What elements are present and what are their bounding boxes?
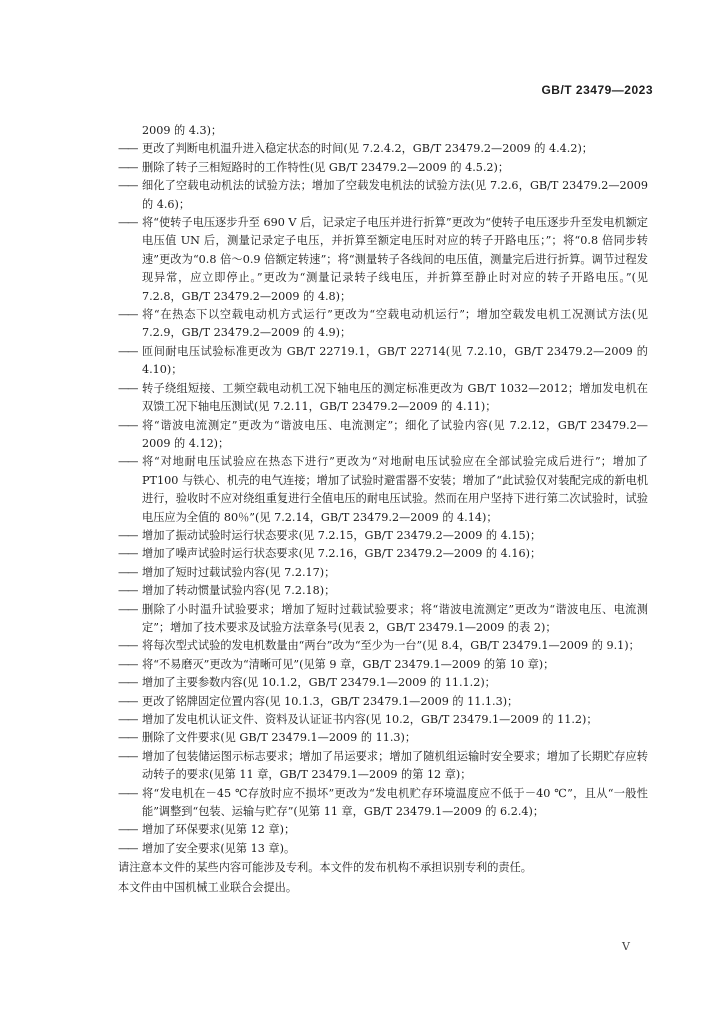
change-item xyxy=(118,343,648,380)
list-dash: —— xyxy=(118,160,137,174)
list-dash: —— xyxy=(118,142,137,156)
change-item-text: 将“使转子电压逐步升至 690 V 后，记录定子电压并进行折算”更改为“使转子电压逐步升至发电机额定电压值 UN 后，测量记录定子电压，并折算至额定电压时对应的转子开路电压；”；将“0.8 倍同步转速”更改为“0.8 倍～0.9 倍额定转速”；将“测量转子各线间的电压值，测量完后进行折算。调节过程发现异常，应立即停止。”更改为“测量记录转子线电压，并折算至静止时对应的转子开路电压。”(见 7.2.8，GB/T 23479.2—2009 的 4.8)； xyxy=(142,216,648,303)
change-item-text: 增加了包装储运图示标志要求；增加了吊运要求；增加了随机组运输时安全要求；增加了长期贮存应转动转子的要求(见第 11 章，GB/T 23479.1—2009 的第 12 章)； xyxy=(142,749,648,782)
change-item-text: 2009 的 4.3)； xyxy=(142,124,223,137)
change-item xyxy=(118,545,648,563)
change-item-text: 增加了短时过载试验内容(见 7.2.17)； xyxy=(142,565,336,579)
change-item xyxy=(118,674,648,692)
list-dash: —— xyxy=(118,308,137,322)
list-dash: —— xyxy=(118,749,137,763)
change-item-text: 将“发电机在－45 ℃存放时应不损坏”更改为“发电机贮存环境温度应不低于－40 ℃”，且从“一般性能”调整到“包装、运输与贮存”(见第 11 章，GB/T 23479.1—2009 的 6.2.4)； xyxy=(142,786,648,819)
change-item-text: 更改了判断电机温升进入稳定状态的时间(见 7.2.4.2，GB/T 23479.2—2009 的 4.4.2)； xyxy=(142,142,593,156)
change-item xyxy=(118,748,648,785)
change-item xyxy=(118,564,648,582)
change-item xyxy=(118,582,648,600)
change-item-text: 删除了小时温升试验要求；增加了短时过载试验要求；将“谐波电流测定”更改为“谐波电压、电流测定”；增加了技术要求及试验方法章条号(见表 2，GB/T 23479.1—2009 的表 2)； xyxy=(142,602,648,634)
list-dash: —— xyxy=(118,455,137,469)
change-item-text: 增加了主要参数内容(见 10.1.2，GB/T 23479.1—2009 的 11.1.2)； xyxy=(142,676,496,690)
list-dash: —— xyxy=(118,418,137,432)
change-item xyxy=(118,159,648,177)
change-item xyxy=(118,140,648,158)
change-item-text: 将“对地耐电压试验应在热态下进行”更改为“对地耐电压试验应在全部试验完成后进行”；增加了 PT100 与铁心、机壳的电气连接；增加了试验时避雷器不安装；增加了“此试验仅对装配完成的新电机进行，验收时不应对绕组重复进行全值电压的耐电压试验。然而在用户坚持下进行第二次试验时，试验电压应为全值的 80％”(见 7.2.14，GB/T 23479.2—2009 的 4.14)； xyxy=(142,455,648,524)
list-dash: —— xyxy=(118,344,137,358)
closing-paragraph: 本文件由中国机械工业联合会提出。 xyxy=(118,880,298,894)
closing-paragraph: 请注意本文件的某些内容可能涉及专利。本文件的发布机构不承担识别专利的责任。 xyxy=(118,861,532,875)
change-item-text: 增加了噪声试验时运行状态要求(见 7.2.16，GB/T 23479.2—2009 的 4.16)； xyxy=(142,547,542,561)
change-item xyxy=(118,785,648,822)
list-dash: —— xyxy=(118,786,137,800)
change-item-text: 将“不易磨灭”更改为“清晰可见”(见第 9 章，GB/T 23479.1—2009 的第 10 章)； xyxy=(142,657,555,671)
change-item-text: 细化了空载电动机法的试验方法；增加了空载发电机法的试验方法(见 7.2.6，GB/T 23479.2—2009 的 4.6)； xyxy=(142,179,648,211)
change-item xyxy=(118,306,648,343)
list-dash: —— xyxy=(118,584,137,598)
change-item-text: 转子绕组短接、工频空载电动机工况下轴电压的测定标准更改为 GB/T 1032—2012；增加发电机在双馈工况下轴电压测试(见 7.2.11，GB/T 23479.2—2009 的 4.11)； xyxy=(142,381,648,414)
list-dash: —— xyxy=(118,602,137,616)
change-list xyxy=(118,122,648,897)
list-dash: —— xyxy=(118,713,137,726)
change-item-text: 更改了铭牌固定位置内容(见 10.1.3，GB/T 23479.1—2009 的 11.1.3)； xyxy=(142,694,519,708)
list-dash: —— xyxy=(118,657,137,671)
page-number: V xyxy=(622,940,630,953)
change-item xyxy=(118,637,648,655)
list-dash: —— xyxy=(118,694,137,708)
change-item-text: 增加了振动试验时运行状态要求(见 7.2.15，GB/T 23479.2—2009 的 4.15)； xyxy=(142,528,542,542)
list-dash: —— xyxy=(118,547,137,561)
change-item xyxy=(118,711,648,729)
list-dash: —— xyxy=(118,731,137,745)
change-item-text: 增加了转动惯量试验内容(见 7.2.18)； xyxy=(142,584,336,598)
list-dash: —— xyxy=(118,841,137,855)
change-item xyxy=(118,527,648,545)
change-item-text: 删除了转子三相短路时的工作特性(见 GB/T 23479.2—2009 的 4.5.2)； xyxy=(142,160,510,174)
change-item-text: 将“在热态下以空载电动机方式运行”更改为“空载电动机运行”；增加空载发电机工况测试方法(见 7.2.9，GB/T 23479.2—2009 的 4.9)； xyxy=(142,308,648,340)
change-item xyxy=(118,693,648,711)
change-item xyxy=(118,380,648,417)
list-dash: —— xyxy=(118,639,137,653)
change-item-text: 将“谐波电流测定”更改为“谐波电压、电流测定”；细化了试验内容(见 7.2.12，GB/T 23479.2—2009 的 4.12)； xyxy=(142,418,648,450)
change-item-text: 增加了发电机认证文件、资料及认证证书内容(见 10.2，GB/T 23479.1—2009 的 11.2)； xyxy=(142,713,598,726)
change-item xyxy=(118,821,648,839)
standard-code: GB/T 23479—2023 xyxy=(541,83,653,97)
change-item xyxy=(118,453,648,527)
change-item xyxy=(118,729,648,747)
change-item xyxy=(118,177,648,214)
change-item xyxy=(118,214,648,306)
change-item-text: 增加了环保要求(见第 12 章)； xyxy=(142,823,296,837)
change-item xyxy=(118,122,648,140)
change-item xyxy=(118,417,648,454)
change-item xyxy=(118,840,648,858)
change-item-text: 将每次型式试验的发电机数量由“两台”改为“至少为一台”(见 8.4，GB/T 23479.1—2009 的 9.1)； xyxy=(142,639,640,653)
change-item-text: 匝间耐电压试验标准更改为 GB/T 22719.1，GB/T 22714(见 7.2.10，GB/T 23479.2—2009 的 4.10)； xyxy=(142,344,648,377)
list-dash: —— xyxy=(118,676,137,690)
list-dash: —— xyxy=(118,565,137,579)
list-dash: —— xyxy=(118,179,137,193)
change-item-text: 增加了安全要求(见第 13 章)。 xyxy=(142,841,296,855)
change-item xyxy=(118,601,648,638)
change-item-text: 删除了文件要求(见 GB/T 23479.1—2009 的 11.3)； xyxy=(142,731,417,745)
list-dash: —— xyxy=(118,381,137,395)
change-item xyxy=(118,656,648,674)
list-dash: —— xyxy=(118,528,137,542)
list-dash: —— xyxy=(118,216,137,230)
list-dash: —— xyxy=(118,823,137,837)
